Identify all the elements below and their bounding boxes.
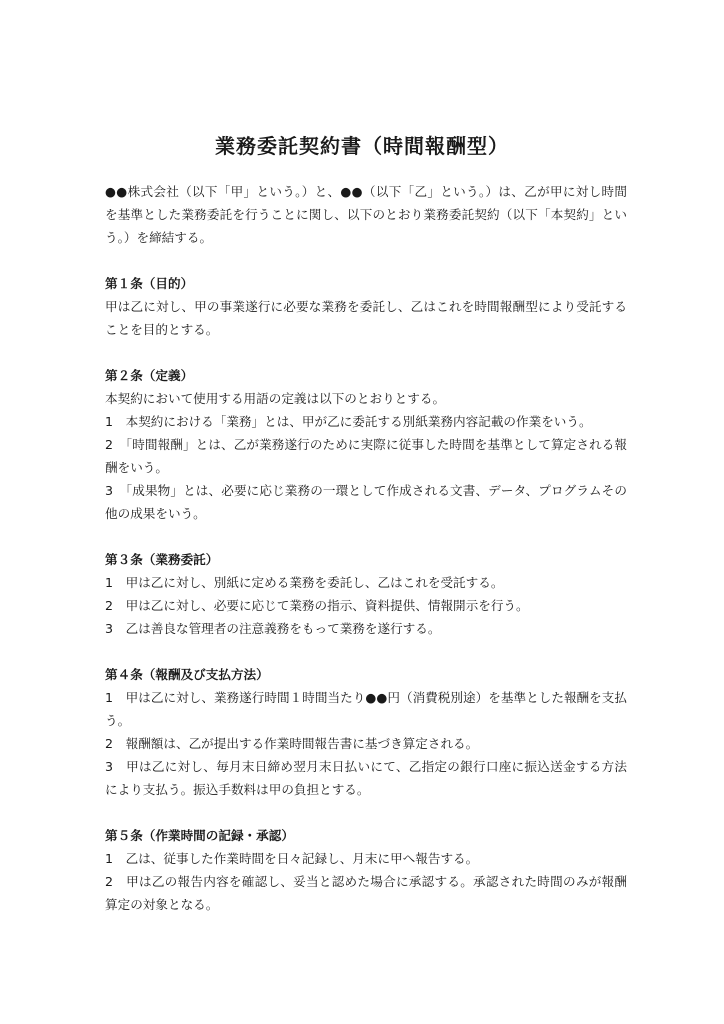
article-2 bbox=[105, 364, 627, 525]
article-clause: 3 乙は善良な管理者の注意義務をもって業務を遂行する。 bbox=[105, 621, 441, 636]
article-clause: 2 甲は乙に対し、必要に応じて業務の指示、資料提供、情報開示を行う。 bbox=[105, 598, 529, 613]
article-heading: 第３条（業務委託） bbox=[105, 552, 219, 567]
article-clause: 2 報酬額は、乙が提出する作業時間報告書に基づき算定される。 bbox=[105, 736, 479, 751]
article-clause: 1 本契約における「業務」とは、甲が乙に委託する別紙業務内容記載の作業をいう。 bbox=[105, 414, 592, 429]
article-clause: 2 「時間報酬」とは、乙が業務遂行のために実際に従事した時間を基準として算定される報酬をいう。 bbox=[105, 437, 627, 475]
article-4 bbox=[105, 663, 627, 801]
article-heading: 第２条（定義） bbox=[105, 368, 194, 383]
article-1 bbox=[105, 272, 627, 341]
article-clause: 1 乙は、従事した作業時間を日々記録し、月末に甲へ報告する。 bbox=[105, 851, 479, 866]
document-body bbox=[105, 180, 627, 916]
preamble: ●●株式会社（以下「甲」という。）と、●●（以下「乙」という。）は、乙が甲に対し時間を基準とした業務委託を行うことに関し、以下のとおり業務委託契約（以下「本契約」という。）を締結する。 bbox=[105, 184, 627, 245]
article-clause: 3 「成果物」とは、必要に応じ業務の一環として作成される文書、データ、プログラムその他の成果をいう。 bbox=[105, 483, 627, 521]
article-heading: 第４条（報酬及び支払方法） bbox=[105, 667, 269, 682]
article-clause: 2 甲は乙の報告内容を確認し、妥当と認めた場合に承認する。承認された時間のみが報酬算定の対象となる。 bbox=[105, 874, 627, 912]
article-clause: 1 甲は乙に対し、別紙に定める業務を委託し、乙はこれを受託する。 bbox=[105, 575, 504, 590]
article-3 bbox=[105, 548, 627, 640]
article-clause: 甲は乙に対し、甲の事業遂行に必要な業務を委託し、乙はこれを時間報酬型により受託することを目的とする。 bbox=[105, 299, 627, 337]
article-5 bbox=[105, 824, 627, 916]
article-clause: 本契約において使用する用語の定義は以下のとおりとする。 bbox=[105, 391, 446, 406]
article-heading: 第１条（目的） bbox=[105, 276, 194, 291]
article-clause: 1 甲は乙に対し、業務遂行時間１時間当たり●●円（消費税別途）を基準とした報酬を支払う。 bbox=[105, 690, 627, 728]
document-title: 業務委託契約書（時間報酬型） bbox=[215, 134, 509, 158]
article-heading: 第５条（作業時間の記録・承認） bbox=[105, 828, 294, 843]
article-clause: 3 甲は乙に対し、毎月末日締め翌月末日払いにて、乙指定の銀行口座に振込送金する方法により支払う。振込手数料は甲の負担とする。 bbox=[105, 759, 627, 797]
